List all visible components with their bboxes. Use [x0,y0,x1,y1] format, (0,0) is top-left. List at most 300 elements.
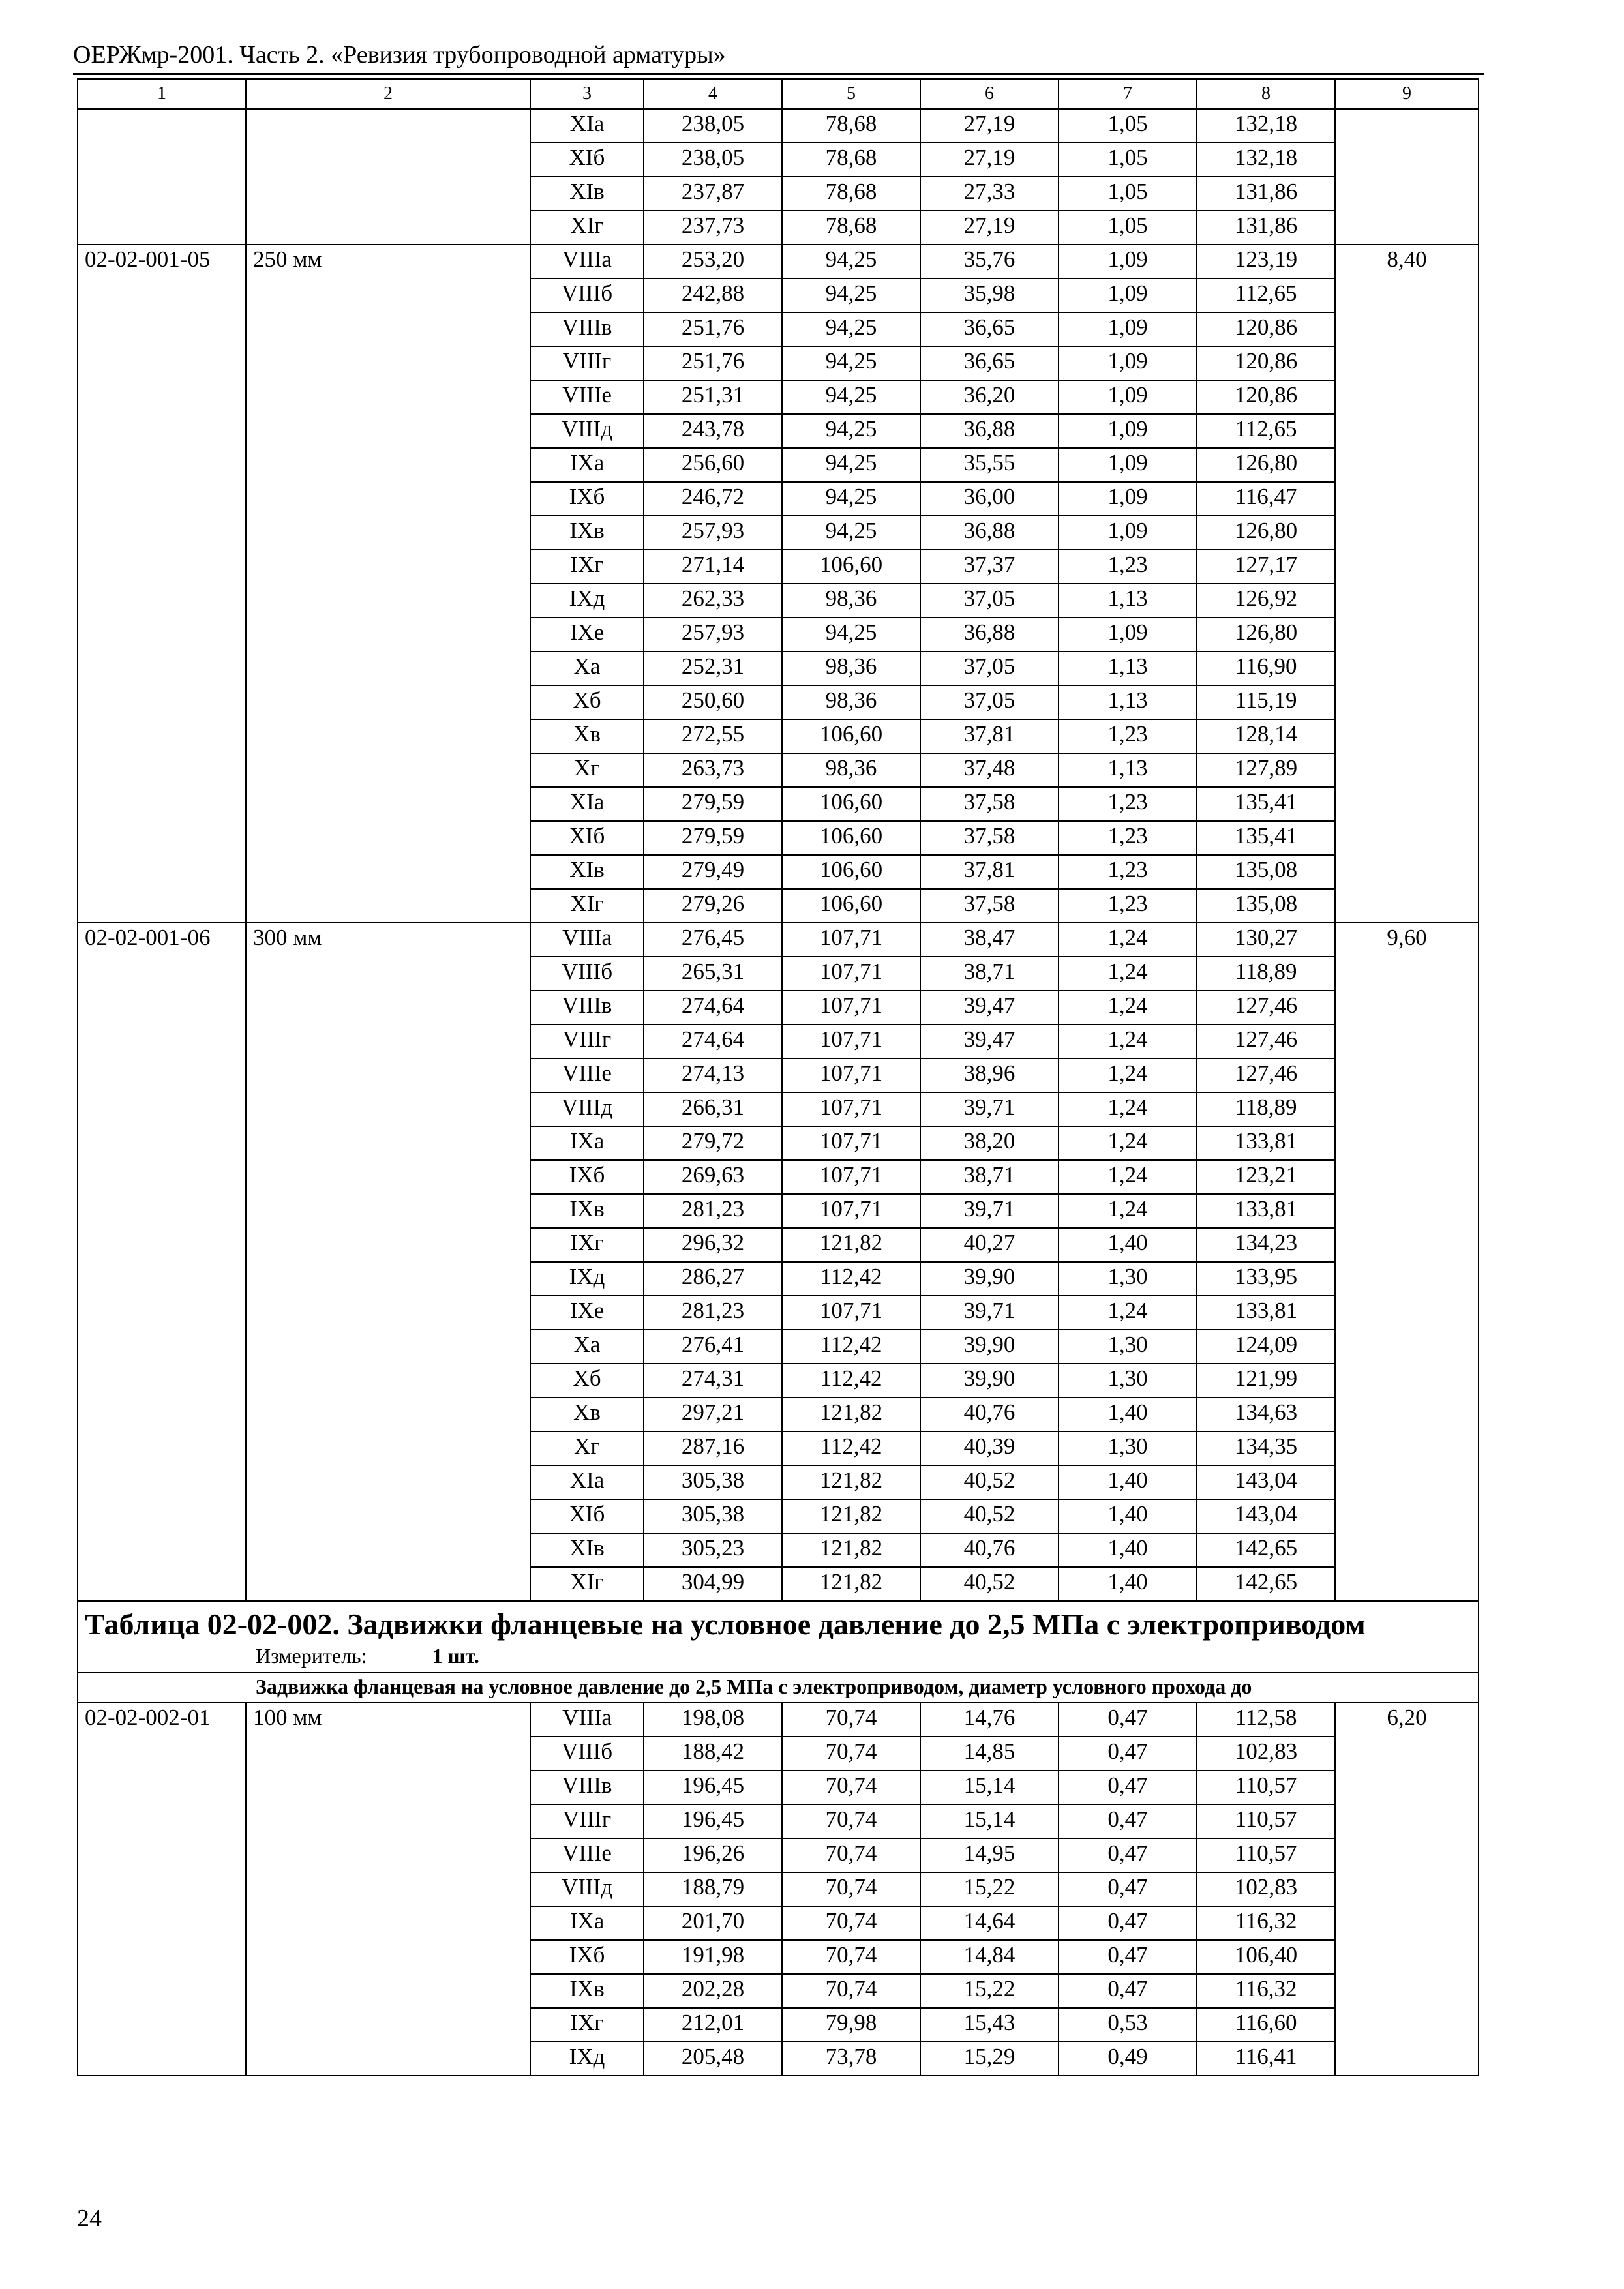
value-cell: 1,23 [1059,550,1197,584]
page-header-title: ОЕРЖмр-2001. Часть 2. «Ревизия трубопроводной арматуры» [73,41,726,68]
value-cell: 112,65 [1197,414,1335,448]
size-cell [246,414,530,448]
weight-cell [1335,516,1479,550]
size-cell [246,550,530,584]
value-cell: 205,48 [644,2042,782,2076]
value-cell: 1,09 [1059,245,1197,278]
rate-code-cell [78,1804,246,1838]
value-cell: 112,65 [1197,278,1335,312]
weight-cell [1335,651,1479,685]
value-cell: 1,09 [1059,618,1197,651]
value-cell: 1,40 [1059,1228,1197,1262]
value-cell: 121,82 [782,1398,920,1431]
weight-cell [1335,2042,1479,2076]
size-cell: 100 мм [246,1703,530,1737]
value-cell: 94,25 [782,516,920,550]
weight-cell [1335,1431,1479,1465]
rate-code-cell [78,414,246,448]
value-cell: 250,60 [644,685,782,719]
value-cell: 274,13 [644,1058,782,1092]
size-cell [246,1296,530,1330]
rate-code-cell [78,1974,246,2008]
table-row [78,1194,1479,1228]
size-cell [246,1058,530,1092]
value-cell: 116,60 [1197,2008,1335,2042]
weight-cell [1335,618,1479,651]
rates-table [77,78,1479,2076]
value-cell: 0,53 [1059,2008,1197,2042]
value-cell: 196,26 [644,1838,782,1872]
value-cell: 238,05 [644,109,782,143]
rate-code-cell: 02-02-002-01 [78,1703,246,1737]
meter-label: Измеритель: [256,1644,367,1668]
size-cell [246,753,530,787]
weight-cell [1335,753,1479,787]
value-cell: 94,25 [782,380,920,414]
column-number: 6 [920,79,1059,109]
value-cell: 15,22 [920,1872,1059,1906]
value-cell: 35,76 [920,245,1059,278]
rate-code-cell [78,516,246,550]
zone-cell: VIIIв [530,1771,644,1804]
rate-code-cell [78,482,246,516]
value-cell: 107,71 [782,1296,920,1330]
value-cell: 78,68 [782,109,920,143]
table-row [78,1364,1479,1398]
value-cell: 1,09 [1059,346,1197,380]
value-cell: 94,25 [782,346,920,380]
value-cell: 121,99 [1197,1364,1335,1398]
rate-code-cell [78,1838,246,1872]
zone-cell: VIIIб [530,957,644,991]
table-row [78,1804,1479,1838]
zone-cell: VIIIб [530,1737,644,1771]
value-cell: 238,05 [644,143,782,177]
weight-cell [1335,855,1479,889]
value-cell: 143,04 [1197,1465,1335,1499]
value-cell: 132,18 [1197,143,1335,177]
value-cell: 134,63 [1197,1398,1335,1431]
value-cell: 1,40 [1059,1567,1197,1601]
table-row [78,482,1479,516]
table-row [78,1465,1479,1499]
zone-cell: IXв [530,1194,644,1228]
size-cell [246,1228,530,1262]
size-cell [246,855,530,889]
value-cell: 251,76 [644,346,782,380]
column-number: 7 [1059,79,1197,109]
rate-code-cell [78,685,246,719]
value-cell: 116,32 [1197,1906,1335,1940]
value-cell: 70,74 [782,1804,920,1838]
value-cell: 0,49 [1059,2042,1197,2076]
table-row [78,855,1479,889]
value-cell: 286,27 [644,1262,782,1296]
rate-code-cell [78,1533,246,1567]
value-cell: 39,71 [920,1092,1059,1126]
value-cell: 0,47 [1059,1703,1197,1737]
weight-cell: 6,20 [1335,1703,1479,1737]
value-cell: 38,71 [920,957,1059,991]
zone-cell: Xб [530,1364,644,1398]
zone-cell: VIIIв [530,312,644,346]
value-cell: 27,33 [920,177,1059,211]
size-cell [246,719,530,753]
value-cell: 121,82 [782,1499,920,1533]
weight-cell [1335,346,1479,380]
zone-cell: VIIIг [530,346,644,380]
table-row [78,448,1479,482]
rate-code-cell [78,1126,246,1160]
value-cell: 40,76 [920,1533,1059,1567]
table-row [78,651,1479,685]
value-cell: 15,14 [920,1804,1059,1838]
rate-code-cell [78,584,246,618]
size-cell [246,211,530,245]
value-cell: 36,20 [920,380,1059,414]
value-cell: 94,25 [782,414,920,448]
value-cell: 279,26 [644,889,782,923]
value-cell: 134,23 [1197,1228,1335,1262]
weight-cell [1335,1906,1479,1940]
rate-code-cell [78,1940,246,1974]
zone-cell: IXг [530,1228,644,1262]
value-cell: 27,19 [920,211,1059,245]
value-cell: 38,96 [920,1058,1059,1092]
value-cell: 1,30 [1059,1330,1197,1364]
column-number: 1 [78,79,246,109]
weight-cell [1335,1160,1479,1194]
zone-cell: VIIIе [530,380,644,414]
weight-cell [1335,1499,1479,1533]
value-cell: 188,79 [644,1872,782,1906]
zone-cell: Xв [530,719,644,753]
table-row [78,550,1479,584]
table-row [78,1058,1479,1092]
value-cell: 107,71 [782,1058,920,1092]
size-cell [246,1465,530,1499]
weight-cell [1335,550,1479,584]
value-cell: 126,80 [1197,618,1335,651]
value-cell: 281,23 [644,1296,782,1330]
value-cell: 121,82 [782,1567,920,1601]
value-cell: 1,09 [1059,482,1197,516]
value-cell: 78,68 [782,211,920,245]
value-cell: 0,47 [1059,1940,1197,1974]
value-cell: 133,81 [1197,1296,1335,1330]
zone-cell: XIб [530,143,644,177]
value-cell: 36,88 [920,414,1059,448]
value-cell: 262,33 [644,584,782,618]
section-header-row [78,1601,1479,1673]
value-cell: 36,65 [920,346,1059,380]
value-cell: 120,86 [1197,312,1335,346]
rate-code-cell [78,278,246,312]
subtitle-cell [78,1673,1479,1703]
size-cell [246,618,530,651]
value-cell: 242,88 [644,278,782,312]
value-cell: 38,71 [920,1160,1059,1194]
zone-cell: XIа [530,109,644,143]
value-cell: 271,14 [644,550,782,584]
value-cell: 279,72 [644,1126,782,1160]
rate-code-cell [78,448,246,482]
value-cell: 1,24 [1059,923,1197,957]
value-cell: 127,46 [1197,1058,1335,1092]
value-cell: 110,57 [1197,1771,1335,1804]
weight-cell [1335,685,1479,719]
zone-cell: IXб [530,1940,644,1974]
value-cell: 1,40 [1059,1499,1197,1533]
value-cell: 134,35 [1197,1431,1335,1465]
value-cell: 107,71 [782,1194,920,1228]
weight-cell [1335,109,1479,143]
value-cell: 37,48 [920,753,1059,787]
table-row [78,821,1479,855]
value-cell: 1,24 [1059,1160,1197,1194]
value-cell: 39,90 [920,1262,1059,1296]
value-cell: 94,25 [782,448,920,482]
table-row [78,787,1479,821]
value-cell: 1,13 [1059,753,1197,787]
zone-cell: VIIIг [530,1804,644,1838]
value-cell: 40,76 [920,1398,1059,1431]
zone-cell: Xб [530,685,644,719]
zone-cell: XIг [530,211,644,245]
zone-cell: VIIIд [530,414,644,448]
value-cell: 98,36 [782,753,920,787]
value-cell: 1,05 [1059,211,1197,245]
weight-cell [1335,1262,1479,1296]
value-cell: 123,19 [1197,245,1335,278]
size-cell [246,1906,530,1940]
table-row [78,245,1479,278]
value-cell: 15,22 [920,1974,1059,2008]
value-cell: 304,99 [644,1567,782,1601]
table-row [78,516,1479,550]
value-cell: 39,90 [920,1364,1059,1398]
value-cell: 121,82 [782,1228,920,1262]
table-row [78,753,1479,787]
zone-cell: IXб [530,1160,644,1194]
value-cell: 127,46 [1197,991,1335,1025]
value-cell: 287,16 [644,1431,782,1465]
value-cell: 123,21 [1197,1160,1335,1194]
table-row [78,923,1479,957]
table-row [78,1398,1479,1431]
value-cell: 124,09 [1197,1330,1335,1364]
table-row [78,1974,1479,2008]
value-cell: 73,78 [782,2042,920,2076]
size-cell [246,1431,530,1465]
value-cell: 94,25 [782,482,920,516]
size-cell [246,1364,530,1398]
value-cell: 15,29 [920,2042,1059,2076]
weight-cell [1335,1330,1479,1364]
value-cell: 70,74 [782,1974,920,2008]
value-cell: 37,58 [920,821,1059,855]
zone-cell: XIв [530,855,644,889]
rate-code-cell [78,1092,246,1126]
value-cell: 276,45 [644,923,782,957]
column-number: 4 [644,79,782,109]
value-cell: 37,05 [920,584,1059,618]
zone-cell: XIа [530,1465,644,1499]
value-cell: 70,74 [782,1838,920,1872]
value-cell: 1,30 [1059,1431,1197,1465]
rate-code-cell [78,957,246,991]
value-cell: 1,23 [1059,821,1197,855]
value-cell: 0,47 [1059,1872,1197,1906]
weight-cell [1335,1126,1479,1160]
value-cell: 0,47 [1059,1838,1197,1872]
table-row [78,1567,1479,1601]
value-cell: 94,25 [782,278,920,312]
value-cell: 1,24 [1059,1126,1197,1160]
value-cell: 128,14 [1197,719,1335,753]
zone-cell: VIIIб [530,278,644,312]
value-cell: 106,40 [1197,1940,1335,1974]
value-cell: 40,52 [920,1499,1059,1533]
value-cell: 1,23 [1059,889,1197,923]
table-title: Таблица 02-02-002. Задвижки фланцевые на условное давление до 2,5 МПа с электроприводом [85,1608,1366,1641]
value-cell: 142,65 [1197,1533,1335,1567]
weight-cell [1335,482,1479,516]
weight-cell: 9,60 [1335,923,1479,957]
value-cell: 279,59 [644,821,782,855]
table-row [78,1737,1479,1771]
weight-cell [1335,278,1479,312]
value-cell: 36,88 [920,516,1059,550]
value-cell: 1,24 [1059,1025,1197,1058]
value-cell: 127,89 [1197,753,1335,787]
zone-cell: IXв [530,516,644,550]
column-number: 2 [246,79,530,109]
size-cell [246,1567,530,1601]
zone-cell: IXа [530,448,644,482]
table-subtitle: Задвижка фланцевая на условное давление до 2,5 МПа с электроприводом, диаметр условного прохода до [256,1675,1252,1698]
rate-code-cell [78,312,246,346]
table-row [78,991,1479,1025]
value-cell: 1,05 [1059,177,1197,211]
rate-code-cell [78,753,246,787]
table-row [78,1025,1479,1058]
zone-cell: XIв [530,1533,644,1567]
value-cell: 121,82 [782,1465,920,1499]
value-cell: 1,13 [1059,584,1197,618]
rate-code-cell [78,143,246,177]
rate-code-cell [78,177,246,211]
rate-code-cell [78,889,246,923]
value-cell: 135,08 [1197,889,1335,923]
value-cell: 251,76 [644,312,782,346]
value-cell: 36,88 [920,618,1059,651]
zone-cell: Xа [530,1330,644,1364]
rate-code-cell [78,719,246,753]
table-row [78,2008,1479,2042]
value-cell: 131,86 [1197,211,1335,245]
value-cell: 296,32 [644,1228,782,1262]
value-cell: 39,47 [920,991,1059,1025]
value-cell: 94,25 [782,312,920,346]
value-cell: 1,30 [1059,1364,1197,1398]
value-cell: 246,72 [644,482,782,516]
rate-code-cell [78,1025,246,1058]
value-cell: 118,89 [1197,1092,1335,1126]
value-cell: 1,24 [1059,1058,1197,1092]
value-cell: 39,71 [920,1194,1059,1228]
size-cell [246,1262,530,1296]
table-row [78,1228,1479,1262]
size-cell [246,1330,530,1364]
table-row [78,1703,1479,1737]
table-row [78,109,1479,143]
size-cell [246,1398,530,1431]
size-cell [246,1160,530,1194]
rate-code-cell [78,550,246,584]
zone-cell: XIа [530,787,644,821]
value-cell: 102,83 [1197,1872,1335,1906]
value-cell: 1,24 [1059,1092,1197,1126]
weight-cell [1335,1533,1479,1567]
weight-cell [1335,787,1479,821]
rate-code-cell [78,380,246,414]
zone-cell: XIб [530,821,644,855]
table-row [78,143,1479,177]
size-cell [246,957,530,991]
value-cell: 1,40 [1059,1533,1197,1567]
size-cell [246,1872,530,1906]
table-row [78,211,1479,245]
zone-cell: Xг [530,1431,644,1465]
value-cell: 127,17 [1197,550,1335,584]
value-cell: 263,73 [644,753,782,787]
zone-cell: VIIIг [530,1025,644,1058]
rate-code-cell [78,1431,246,1465]
zone-cell: VIIIа [530,923,644,957]
weight-cell [1335,1398,1479,1431]
value-cell: 1,09 [1059,380,1197,414]
value-cell: 27,19 [920,143,1059,177]
size-cell [246,1025,530,1058]
value-cell: 274,64 [644,991,782,1025]
value-cell: 0,47 [1059,1974,1197,2008]
table-row [78,1092,1479,1126]
value-cell: 274,31 [644,1364,782,1398]
value-cell: 135,41 [1197,821,1335,855]
size-cell [246,448,530,482]
meter-line [85,1642,1474,1672]
weight-cell [1335,414,1479,448]
value-cell: 251,31 [644,380,782,414]
weight-cell [1335,1465,1479,1499]
weight-cell [1335,1364,1479,1398]
value-cell: 115,19 [1197,685,1335,719]
value-cell: 37,37 [920,550,1059,584]
value-cell: 37,58 [920,787,1059,821]
size-cell [246,1974,530,2008]
size-cell [246,109,530,143]
value-cell: 133,95 [1197,1262,1335,1296]
value-cell: 142,65 [1197,1567,1335,1601]
value-cell: 120,86 [1197,380,1335,414]
rate-code-cell [78,346,246,380]
table-row [78,685,1479,719]
table-row [78,2042,1479,2076]
rate-code-cell [78,2008,246,2042]
value-cell: 70,74 [782,1703,920,1737]
zone-cell: IXд [530,2042,644,2076]
